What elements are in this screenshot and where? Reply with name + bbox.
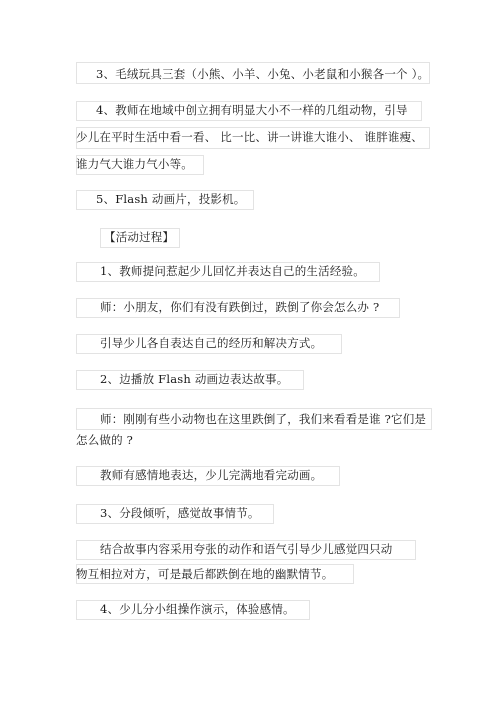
teacher-question-2-line-2: 怎么做的 ?	[76, 433, 134, 447]
teacher-question-1: 师：小朋友，你们有没有跌倒过，跌倒了你会怎么办 ?	[100, 300, 380, 314]
materials-item-4-line-1: 4、教师在地域中创立拥有明显大小不一样的几组动物，引导	[96, 103, 408, 117]
materials-item-4-line-3: 谁力气大谁力气小等。	[76, 157, 193, 171]
section-heading-activity-process: 【活动过程】	[104, 230, 175, 244]
materials-item-3: 3、毛绒玩具三套（小熊、小羊、小兔、小老鼠和小猴各一个 ）。	[96, 67, 430, 81]
process-step-3-detail-line-1: 结合故事内容采用夸张的动作和语气引导少儿感觉四只动	[100, 542, 393, 556]
teacher-question-2-line-1: 师：刚刚有些小动物也在这里跌倒了，我们来看看是谁 ?它们是	[100, 412, 427, 426]
process-step-1-guidance: 引导少儿各自表达自己的经历和解决方式。	[100, 336, 323, 350]
process-step-3: 3、分段倾听，感觉故事情节。	[100, 506, 260, 520]
process-step-2: 2、边播放 Flash 动画边表达故事。	[100, 372, 289, 386]
materials-item-5: 5、Flash 动画片，投影机。	[96, 192, 246, 206]
process-step-4: 4、少儿分小组操作演示，体验感情。	[100, 602, 295, 616]
process-step-2-note: 教师有感情地表达，少儿完满地看完动画。	[100, 468, 323, 482]
process-step-3-detail-line-2: 物互相拉对方，可是最后都跌倒在地的幽默情节。	[76, 567, 334, 581]
materials-item-4-line-2: 少儿在平时生活中看一看、 比一比、讲一讲谁大谁小、 谁胖谁瘦、	[76, 130, 424, 144]
process-step-1: 1、教师提问惹起少儿回忆并表达自己的生活经验。	[100, 264, 365, 278]
